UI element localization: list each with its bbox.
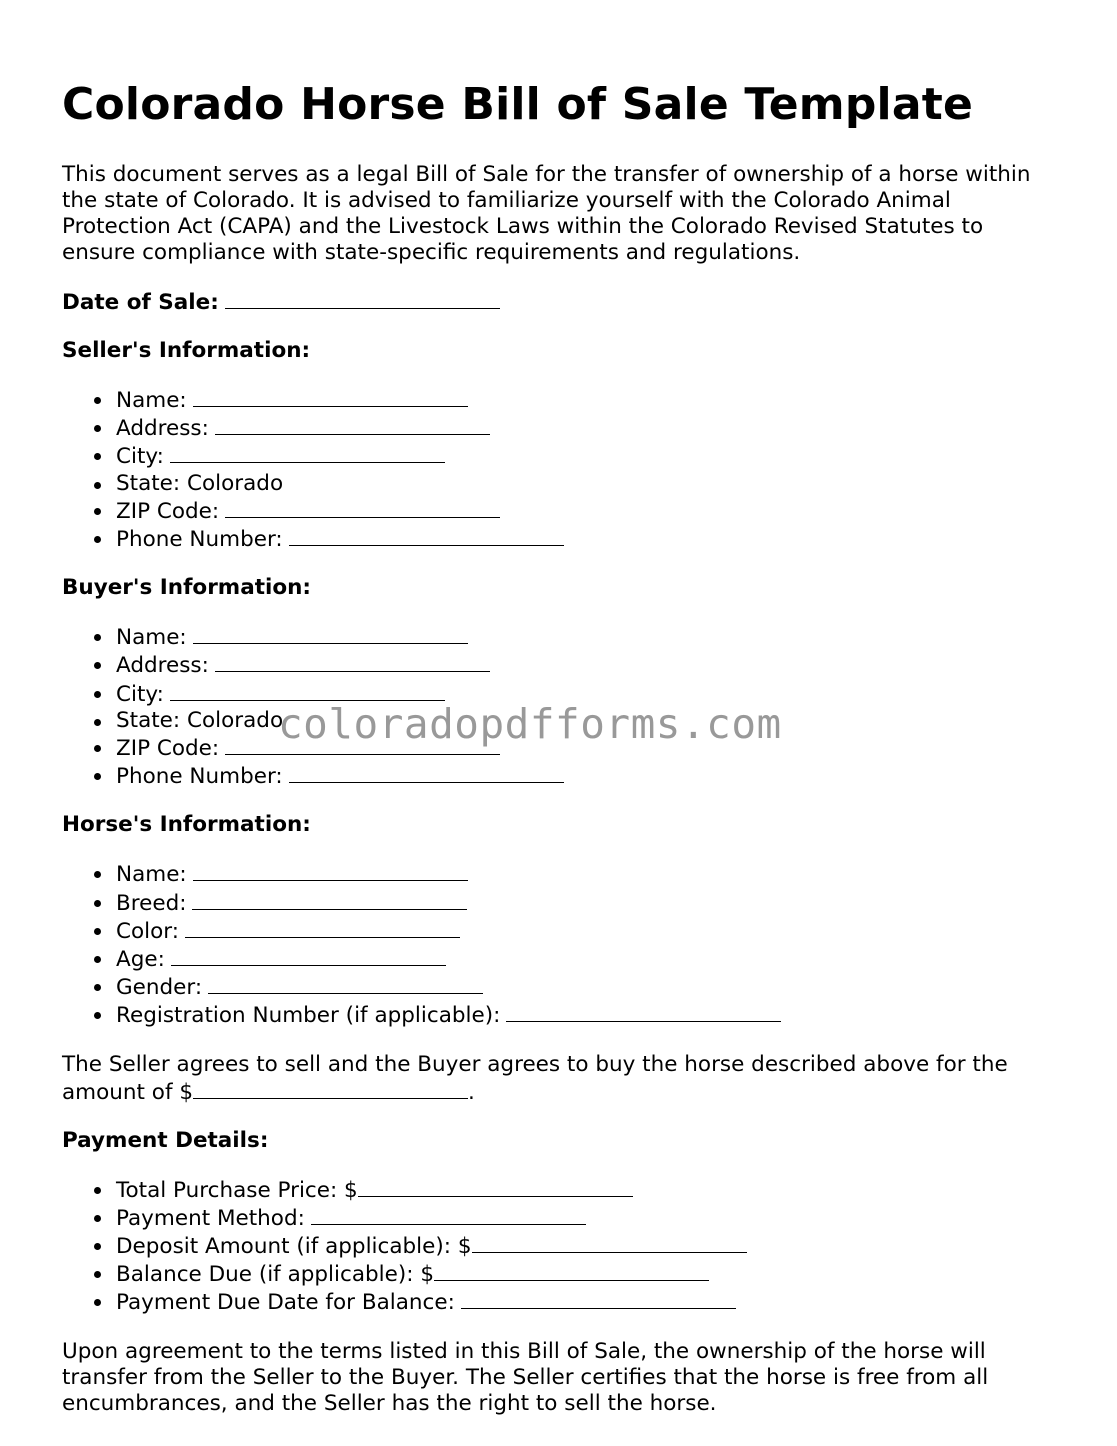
list-item (116, 945, 1062, 973)
seller-phone-field[interactable] (289, 525, 564, 546)
list-item (116, 1260, 1062, 1288)
seller-heading: Seller's Information: (62, 338, 311, 363)
agreement-period: . (468, 1079, 475, 1105)
horse-age-field[interactable] (171, 945, 446, 966)
payment-info-list (62, 1176, 1062, 1317)
horse-heading: Horse's Information: (62, 812, 311, 838)
list-item (116, 471, 1062, 497)
seller-name-field[interactable] (193, 386, 468, 407)
horse-breed-field[interactable] (192, 889, 467, 910)
date-of-sale-field[interactable] (225, 288, 500, 309)
seller-phone-label: Phone Number: (116, 527, 283, 553)
seller-zip-field[interactable] (225, 497, 500, 518)
deposit-amount-field[interactable] (472, 1232, 747, 1253)
buyer-zip-label: ZIP Code: (116, 736, 220, 762)
payment-due-date-field[interactable] (461, 1288, 736, 1309)
balance-due-label: Balance Due (if applicable): $ (116, 1262, 434, 1288)
list-item (116, 497, 1062, 525)
horse-gender-field[interactable] (208, 973, 483, 994)
buyer-city-field[interactable] (170, 680, 445, 701)
payment-method-label: Payment Method: (116, 1205, 305, 1231)
intro-paragraph: This document serves as a legal Bill of Sale for the transfer of ownership of a horse within the state of Colorado. It is advised to familiarize yourself with the Colorado Animal Protection Act (CAPA) and the Livestock Laws within the Colorado Revised Statutes to ensure compliance with state-specific requirements and regulations. (62, 162, 1031, 265)
payment-heading: Payment Details: (62, 1127, 269, 1153)
balance-due-field[interactable] (434, 1260, 709, 1281)
horse-registration-label: Registration Number (if applicable): (116, 1003, 501, 1029)
horse-registration-field[interactable] (506, 1001, 781, 1022)
list-item (116, 917, 1062, 945)
seller-info-list (62, 386, 1062, 553)
seller-zip-label: ZIP Code: (116, 498, 220, 524)
buyer-address-label: Address: (116, 653, 209, 679)
list-item (116, 889, 1062, 917)
list-item (116, 860, 1062, 888)
horse-gender-label: Gender: (116, 975, 203, 1001)
list-item (116, 442, 1062, 470)
date-of-sale-row (62, 288, 1062, 316)
horse-breed-label: Breed: (116, 890, 187, 916)
list-item (116, 1232, 1062, 1260)
list-item (116, 762, 1062, 790)
closing-paragraph: Upon agreement to the terms listed in this Bill of Sale, the ownership of the horse will transfer from the Seller to the Buyer. The Seller certifies that the horse is free from all encumbrances, and the Seller has the right to sell the horse. (62, 1338, 989, 1416)
list-item (116, 386, 1062, 414)
watermark: coloradopdfforms.com (278, 700, 782, 748)
buyer-phone-field[interactable] (289, 762, 564, 783)
seller-state-label: State: Colorado (116, 470, 284, 496)
buyer-name-label: Name: (116, 625, 187, 651)
list-item (116, 651, 1062, 679)
list-item (116, 623, 1062, 651)
payment-due-date-label: Payment Due Date for Balance: (116, 1290, 455, 1316)
seller-address-label: Address: (116, 416, 209, 442)
total-price-label: Total Purchase Price: $ (116, 1177, 358, 1203)
horse-info-list (62, 860, 1062, 1029)
seller-address-field[interactable] (215, 414, 490, 435)
agreement-paragraph (62, 1052, 1062, 1106)
horse-color-label: Color: (116, 918, 179, 944)
list-item (116, 1176, 1062, 1204)
buyer-address-field[interactable] (215, 651, 490, 672)
list-item (116, 525, 1062, 553)
buyer-name-field[interactable] (193, 623, 468, 644)
horse-name-label: Name: (116, 862, 187, 888)
buyer-state-label: State: Colorado (116, 707, 284, 733)
purchase-amount-field[interactable] (193, 1078, 468, 1099)
seller-city-field[interactable] (170, 442, 445, 463)
buyer-city-label: City: (116, 681, 164, 707)
seller-name-label: Name: (116, 388, 187, 413)
buyer-phone-label: Phone Number: (116, 764, 283, 790)
total-price-field[interactable] (358, 1176, 633, 1197)
deposit-amount-label: Deposit Amount (if applicable): $ (116, 1234, 472, 1260)
date-of-sale-label: Date of Sale: (62, 290, 219, 315)
payment-method-field[interactable] (311, 1204, 586, 1225)
list-item (116, 973, 1062, 1001)
horse-name-field[interactable] (193, 860, 468, 881)
horse-color-field[interactable] (185, 917, 460, 938)
list-item (116, 1001, 1062, 1029)
horse-age-label: Age: (116, 947, 165, 973)
agreement-text: The Seller agrees to sell and the Buyer agrees to buy the horse described above for the amount of $ (62, 1051, 1008, 1105)
list-item (116, 414, 1062, 442)
seller-city-label: City: (116, 444, 164, 470)
list-item (116, 1204, 1062, 1232)
page-title: Colorado Horse Bill of Sale Template (62, 79, 973, 130)
buyer-heading: Buyer's Information: (62, 575, 312, 601)
list-item (116, 1288, 1062, 1316)
